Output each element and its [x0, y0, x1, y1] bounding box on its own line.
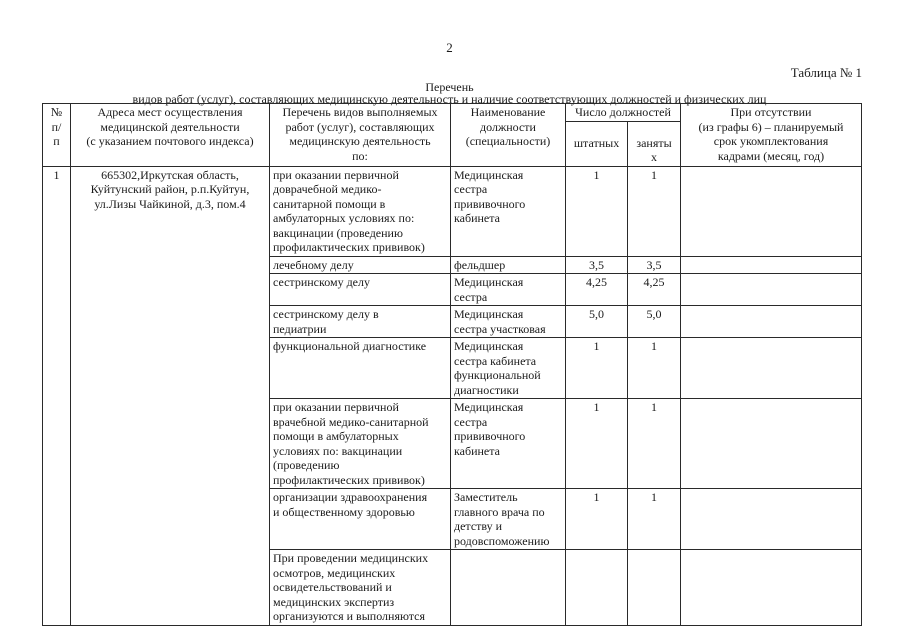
work-cell: функциональной диагностике	[270, 338, 451, 399]
header-works: Перечень видов выполняемых работ (услуг), составляющих медицинскую деятельность по:	[270, 104, 451, 167]
occupied-cell: 1	[628, 399, 681, 489]
header-address: Адреса мест осуществления медицинской деятельности (с указанием почтового индекса)	[71, 104, 270, 167]
page-number: 2	[446, 40, 453, 55]
plan-cell	[681, 338, 862, 399]
position-cell: Медицинская сестра кабинета функциональной диагностики	[451, 338, 566, 399]
occupied-cell	[628, 550, 681, 626]
header-staff: штатных	[566, 121, 628, 166]
occupied-cell: 4,25	[628, 274, 681, 306]
work-cell: сестринскому делу в педиатрии	[270, 306, 451, 338]
staffing-table	[42, 103, 862, 626]
work-cell: организации здравоохранения и общественному здоровью	[270, 489, 451, 550]
position-cell: Медицинская сестра прививочного кабинета	[451, 399, 566, 489]
plan-cell	[681, 306, 862, 338]
staff-cell: 1	[566, 489, 628, 550]
staff-cell: 1	[566, 338, 628, 399]
header-num: № п/ п	[43, 104, 71, 167]
plan-cell	[681, 256, 862, 274]
occupied-cell: 1	[628, 338, 681, 399]
staff-cell: 5,0	[566, 306, 628, 338]
plan-cell	[681, 166, 862, 256]
entry-address: 665302,Иркутская область, Куйтунский район, р.п.Куйтун, ул.Лизы Чайкиной, д.3, пом.4	[71, 166, 270, 625]
work-cell: При проведении медицинских осмотров, медицинских освидетельствований и медицинских экспертиз организуются и выполняются	[270, 550, 451, 626]
position-cell: фельдшер	[451, 256, 566, 274]
work-cell: лечебному делу	[270, 256, 451, 274]
staff-cell: 1	[566, 166, 628, 256]
table-row	[43, 166, 862, 256]
work-cell: при оказании первичной доврачебной медико- санитарной помощи в амбулаторных условиях по: вакцинации (проведению профилактических прививок)	[270, 166, 451, 256]
header-position: Наименование должности (специальности)	[451, 104, 566, 167]
header-plan: При отсутствии (из графы 6) – планируемый срок укомплектования кадрами (месяц, год)	[681, 104, 862, 167]
staff-cell: 4,25	[566, 274, 628, 306]
work-cell: сестринскому делу	[270, 274, 451, 306]
staff-cell	[566, 550, 628, 626]
position-cell: Заместитель главного врача по детству и родовспоможению	[451, 489, 566, 550]
position-cell	[451, 550, 566, 626]
occupied-cell: 1	[628, 166, 681, 256]
position-cell: Медицинская сестра прививочного кабинета	[451, 166, 566, 256]
plan-cell	[681, 550, 862, 626]
position-cell: Медицинская сестра участковая	[451, 306, 566, 338]
work-cell: при оказании первичной врачебной медико-санитарной помощи в амбулаторных условиях по: вакцинации (проведению профилактических прививок)	[270, 399, 451, 489]
header-occupied: заняты х	[628, 121, 681, 166]
staff-cell: 3,5	[566, 256, 628, 274]
document-title: Перечень	[425, 80, 474, 94]
table-caption: Таблица № 1	[790, 65, 862, 80]
position-cell: Медицинская сестра	[451, 274, 566, 306]
occupied-cell: 5,0	[628, 306, 681, 338]
plan-cell	[681, 399, 862, 489]
entry-num: 1	[43, 166, 71, 625]
occupied-cell: 3,5	[628, 256, 681, 274]
plan-cell	[681, 489, 862, 550]
staff-cell: 1	[566, 399, 628, 489]
occupied-cell: 1	[628, 489, 681, 550]
document-subtitle: видов работ (услуг), составляющих медицинскую деятельность и наличие соответствующих должностей и физических лиц	[132, 92, 767, 106]
plan-cell	[681, 274, 862, 306]
header-count-group: Число должностей	[566, 104, 681, 122]
